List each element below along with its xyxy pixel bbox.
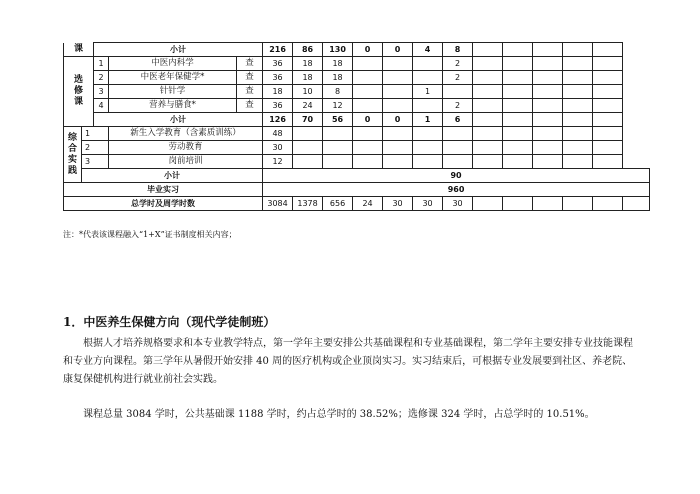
table-cell <box>503 141 533 155</box>
table-cell <box>563 99 593 113</box>
curriculum-table <box>63 42 650 211</box>
table-cell <box>503 155 533 169</box>
exam-type: 查 <box>237 57 263 71</box>
table-cell <box>383 85 413 99</box>
table-cell <box>413 99 443 113</box>
table-cell <box>383 99 413 113</box>
course-name: 针针学 <box>109 85 237 99</box>
table-cell <box>533 155 563 169</box>
table-cell: 2 <box>443 71 473 85</box>
table-cell <box>593 43 623 57</box>
table-cell <box>563 141 593 155</box>
table-cell: 30 <box>443 197 473 211</box>
internship-value: 960 <box>263 183 650 197</box>
table-cell: 6 <box>443 113 473 127</box>
table-cell <box>593 127 623 141</box>
course-name: 中医内科学 <box>109 57 237 71</box>
row-number: 2 <box>94 71 109 85</box>
table-cell <box>503 85 533 99</box>
table-cell: 0 <box>353 43 383 57</box>
section-heading: 1．中医养生保健方向（现代学徒制班） <box>63 315 276 329</box>
table-cell <box>473 197 503 211</box>
table-cell: 12 <box>323 99 353 113</box>
table-cell: 36 <box>263 71 293 85</box>
table-cell: 8 <box>443 43 473 57</box>
table-cell: 30 <box>383 197 413 211</box>
table-cell: 18 <box>323 57 353 71</box>
course-name: 营养与膳食* <box>109 99 237 113</box>
table-cell <box>503 43 533 57</box>
table-cell <box>473 155 503 169</box>
table-cell: 1378 <box>293 197 323 211</box>
table-footnote: 注：*代表该课程融入“1+X”证书制度相关内容； <box>63 230 237 239</box>
table-cell <box>473 113 503 127</box>
table-cell <box>593 113 623 127</box>
table-row <box>64 113 650 127</box>
table-cell <box>413 127 443 141</box>
table-cell <box>383 127 413 141</box>
table-cell: 130 <box>323 43 353 57</box>
table-cell <box>563 85 593 99</box>
subtotal-label: 小计 <box>82 169 263 183</box>
table-cell <box>533 57 563 71</box>
table-cell <box>533 197 563 211</box>
table-cell <box>533 127 563 141</box>
exam-type: 查 <box>237 85 263 99</box>
table-cell <box>623 197 650 211</box>
table-cell <box>593 71 623 85</box>
practice-group-label: 综 合 实 践 <box>64 127 82 183</box>
table-cell <box>443 85 473 99</box>
table-cell: 0 <box>383 43 413 57</box>
table-cell: 48 <box>263 127 293 141</box>
table-cell: 30 <box>413 197 443 211</box>
table-cell <box>443 141 473 155</box>
table-cell <box>563 113 593 127</box>
row-number: 2 <box>82 141 109 155</box>
table-cell <box>353 71 383 85</box>
table-cell <box>533 85 563 99</box>
table-cell <box>473 99 503 113</box>
practice-subtotal: 90 <box>263 169 650 183</box>
table-cell: 86 <box>293 43 323 57</box>
table-row <box>64 71 650 85</box>
table-cell <box>533 141 563 155</box>
table-cell: 56 <box>323 113 353 127</box>
table-cell <box>473 85 503 99</box>
table-cell <box>353 141 383 155</box>
table-row <box>64 197 650 211</box>
course-name: 新生入学教育（含素质训练） <box>109 127 263 141</box>
row-number: 3 <box>94 85 109 99</box>
table-cell: 1 <box>413 85 443 99</box>
table-cell <box>353 127 383 141</box>
table-cell <box>383 71 413 85</box>
table-row <box>64 169 650 183</box>
table-cell: 656 <box>323 197 353 211</box>
table-cell: 24 <box>293 99 323 113</box>
table-cell <box>413 155 443 169</box>
table-cell <box>443 155 473 169</box>
table-cell <box>533 71 563 85</box>
body-paragraph: 课程总量 3084 学时，公共基础课 1188 学时，约占总学时的 38.52%；选修课 324 学时，占总学时的 10.51%。 <box>83 409 595 420</box>
table-cell <box>293 155 323 169</box>
table-cell <box>383 155 413 169</box>
table-row <box>64 127 650 141</box>
table-cell: 10 <box>293 85 323 99</box>
row-number: 4 <box>94 99 109 113</box>
table-cell <box>593 99 623 113</box>
table-cell <box>413 71 443 85</box>
table-cell <box>563 57 593 71</box>
table-cell: 12 <box>263 155 293 169</box>
total-label: 总学时及周学时数 <box>64 197 263 211</box>
table-cell: 0 <box>383 113 413 127</box>
row-number: 1 <box>82 127 109 141</box>
body-paragraph: 根据人才培养规格要求和本专业教学特点，第一学年主要安排公共基础课程和专业基础课程，第二学年主要安排专业技能课程和专业方向课程。第三学年从暑假开始安排 40 周的医疗机构或企业顶岗实习。实习结束后，可根据专业发展要到社区、养老院、康复保健机构进行就业前社会实践。 <box>63 338 633 385</box>
table-cell <box>503 127 533 141</box>
table-cell <box>593 155 623 169</box>
table-cell <box>563 127 593 141</box>
table-cell <box>563 155 593 169</box>
table-cell: 24 <box>353 197 383 211</box>
table-cell <box>563 71 593 85</box>
table-cell <box>293 141 323 155</box>
table-cell: 18 <box>323 71 353 85</box>
table-cell: 70 <box>293 113 323 127</box>
exam-type: 查 <box>237 71 263 85</box>
internship-label: 毕业实习 <box>64 183 263 197</box>
table-row <box>64 43 650 57</box>
table-cell: 18 <box>263 85 293 99</box>
table-cell <box>593 141 623 155</box>
row-number: 1 <box>94 57 109 71</box>
course-name: 劳动教育 <box>109 141 263 155</box>
table-cell: 2 <box>443 99 473 113</box>
elective-group-label: 选 修 课 <box>64 57 94 127</box>
table-cell <box>533 113 563 127</box>
table-cell <box>413 141 443 155</box>
table-cell <box>563 43 593 57</box>
table-cell <box>593 85 623 99</box>
table-cell: 216 <box>263 43 293 57</box>
table-cell <box>383 141 413 155</box>
table-cell <box>503 113 533 127</box>
table-cell <box>353 85 383 99</box>
table-cell <box>563 197 593 211</box>
table-cell <box>353 57 383 71</box>
course-name: 中医老年保健学* <box>109 71 237 85</box>
table-row <box>64 57 650 71</box>
table-cell: 30 <box>263 141 293 155</box>
table-row <box>64 99 650 113</box>
table-cell <box>443 127 473 141</box>
table-cell <box>473 71 503 85</box>
subtotal-label: 小计 <box>94 43 263 57</box>
course-name: 岗前培训 <box>109 155 263 169</box>
table-cell <box>503 99 533 113</box>
table-cell <box>473 141 503 155</box>
row-number: 3 <box>82 155 109 169</box>
table-cell <box>473 43 503 57</box>
table-cell <box>383 57 413 71</box>
table-cell: 1 <box>413 113 443 127</box>
table-cell <box>353 99 383 113</box>
table-row <box>64 85 650 99</box>
table-cell: 3084 <box>263 197 293 211</box>
table-cell <box>323 155 353 169</box>
group-label: 课 <box>64 43 94 57</box>
exam-type: 查 <box>237 99 263 113</box>
table-row <box>64 155 650 169</box>
table-cell: 126 <box>263 113 293 127</box>
table-cell: 36 <box>263 99 293 113</box>
table-cell <box>503 71 533 85</box>
table-cell: 18 <box>293 57 323 71</box>
table-cell: 0 <box>353 113 383 127</box>
table-cell <box>323 127 353 141</box>
table-cell <box>293 127 323 141</box>
table-cell: 4 <box>413 43 443 57</box>
table-cell <box>533 43 563 57</box>
table-cell <box>353 155 383 169</box>
table-cell <box>503 197 533 211</box>
table-cell <box>533 99 563 113</box>
table-cell: 2 <box>443 57 473 71</box>
table-cell <box>593 57 623 71</box>
table-row <box>64 183 650 197</box>
table-cell <box>323 141 353 155</box>
table-cell <box>593 197 623 211</box>
table-cell <box>503 57 533 71</box>
subtotal-label: 小计 <box>94 113 263 127</box>
table-cell: 8 <box>323 85 353 99</box>
table-cell: 36 <box>263 57 293 71</box>
table-cell <box>473 57 503 71</box>
table-cell <box>413 57 443 71</box>
table-row <box>64 141 650 155</box>
table-cell: 18 <box>293 71 323 85</box>
table-cell <box>473 127 503 141</box>
